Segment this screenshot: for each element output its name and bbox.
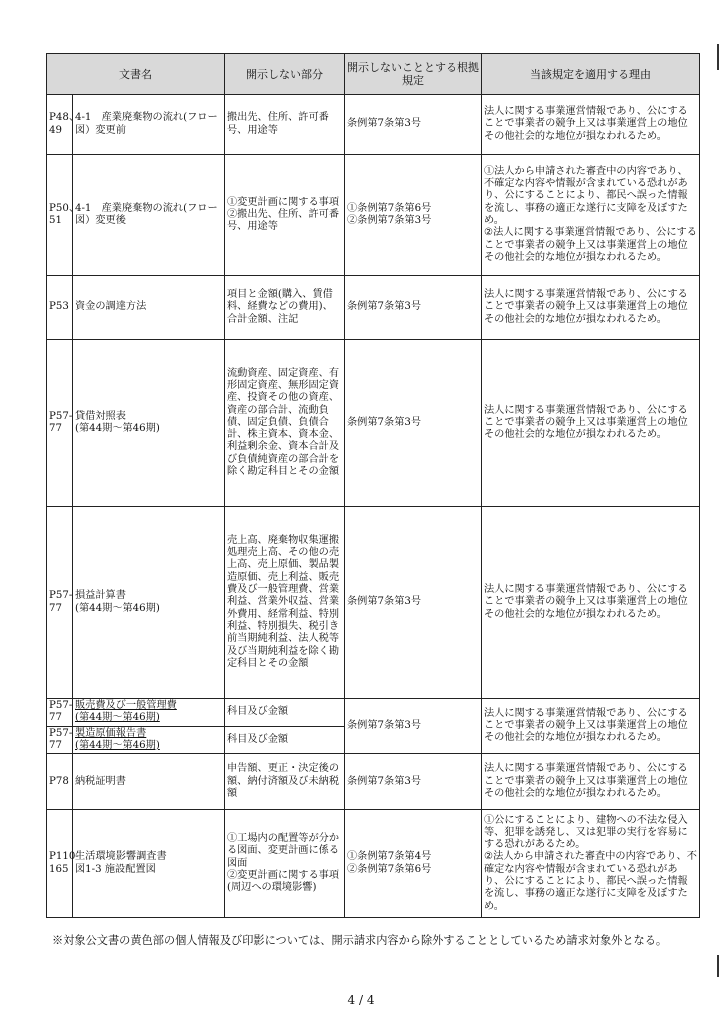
- page-cell: P53: [47, 276, 73, 340]
- table-row: [47, 276, 700, 340]
- scan-edge-mark: [717, 44, 719, 70]
- reason-cell: ①公にすることにより、建物への不法な侵入等、犯罪を誘発し、又は犯罪の実行を容易にする恐れがあるため。 ②法人から申請された審査中の内容であり、不確定な内容や情報が含まれている恐れがあり、公にすることにより、都民へ誤った情報を流し、事務の適正な遂行に支障を及ぼすため。: [482, 810, 700, 918]
- page-number: 4 / 4: [347, 993, 375, 1007]
- page-cell: P110-165: [47, 810, 73, 918]
- reason-cell: 法人に関する事業運営情報であり、公にすることで事業者の競争上又は事業運営上の地位その他社会的な地位が損なわれるため。: [482, 699, 700, 754]
- footnote: ※対象公文書の黄色部の個人情報及び印影については、開示請求内容から除外することとしているため請求対象外となる。: [52, 934, 668, 947]
- title-cell: 損益計算書 (第44期～第46期): [73, 507, 225, 699]
- table-row: [47, 507, 700, 699]
- title-cell: 納税証明書: [73, 754, 225, 810]
- reason-cell: 法人に関する事業運営情報であり、公にすることで事業者の競争上又は事業運営上の地位その他社会的な地位が損なわれるため。: [482, 754, 700, 810]
- title-cell: 生活環境影響調査書 図1-3 施設配置図: [73, 810, 225, 918]
- reason-cell: 法人に関する事業運営情報であり、公にすることで事業者の競争上又は事業運営上の地位その他社会的な地位が損なわれるため。: [482, 95, 700, 155]
- reason-cell: 法人に関する事業運営情報であり、公にすることで事業者の競争上又は事業運営上の地位その他社会的な地位が損なわれるため。: [482, 340, 700, 507]
- table-row: [47, 340, 700, 507]
- part-cell: 搬出先、住所、許可番号、用途等: [225, 95, 345, 155]
- part-cell: 売上高、廃棄物収集運搬処理売上高、その他の売上高、売上原価、製品製造原価、売上利益、販売費及び一般管理費、営業利益、営業外収益、営業外費用、経常利益、特別利益、特別損失、税引き前当期純利益、法人税等及び当期純利益を除く勘定科目とその金額: [225, 507, 345, 699]
- reason-cell: 法人に関する事業運営情報であり、公にすることで事業者の競争上又は事業運営上の地位その他社会的な地位が損なわれるため。: [482, 507, 700, 699]
- part-cell: ①工場内の配置等が分かる図面、変更計画に係る図面 ②変更計画に関する事項(周辺への環境影響): [225, 810, 345, 918]
- reason-cell: ①法人から申請された審査中の内容であり、不確定な内容や情報が含まれている恐れがあり、公にすることにより、都民へ誤った情報を流し、事務の適正な遂行に支障を及ぼすため。 ②法人に関する事業運営情報であり、公にすることで事業者の競争上又は事業運営上の地位その他社会的な地位が損なわれるため。: [482, 155, 700, 276]
- title-cell: 4-1 産業廃棄物の流れ(フロー図）変更後: [73, 155, 225, 276]
- page-cell: P50、51: [47, 155, 73, 276]
- table-row: [47, 95, 700, 155]
- header-basis: 開示しないこととする根拠規定: [345, 54, 482, 95]
- part-cell: ①変更計画に関する事項 ②搬出先、住所、許可番号、用途等: [225, 155, 345, 276]
- basis-cell: ①条例第7条第6号 ②条例第7条第3号: [345, 155, 482, 276]
- basis-cell: 条例第7条第3号: [345, 276, 482, 340]
- title-cell: 販売費及び一般管理費 (第44期～第46期): [73, 699, 225, 727]
- title-cell: 資金の調達方法: [73, 276, 225, 340]
- table-row: [47, 810, 700, 918]
- basis-cell: 条例第7条第3号: [345, 340, 482, 507]
- header-document-name: 文書名: [47, 54, 225, 95]
- part-cell: 科目及び金額: [225, 699, 345, 727]
- disclosure-table: [46, 53, 700, 918]
- page-cell: P57-77: [47, 699, 73, 727]
- basis-cell: 条例第7条第3号: [345, 754, 482, 810]
- part-cell: 流動資産、固定資産、有形固定資産、無形固定資産、投資その他の資産、資産の部合計、流動負債、固定負債、負債合計、株主資本、資本金、利益剰余金、資本合計及び負債純資産の部合計を除く勘定科目とその金額: [225, 340, 345, 507]
- basis-cell: 条例第7条第3号: [345, 699, 482, 754]
- header-reason: 当該規定を適用する理由: [482, 54, 700, 95]
- basis-cell: 条例第7条第3号: [345, 507, 482, 699]
- table-row: [47, 754, 700, 810]
- title-cell: 製造原価報告書 (第44期～第46期): [73, 726, 225, 754]
- basis-cell: 条例第7条第3号: [345, 95, 482, 155]
- table-row: [47, 699, 700, 727]
- header-undisclosed-part: 開示しない部分: [225, 54, 345, 95]
- page-cell: P78: [47, 754, 73, 810]
- reason-cell: 法人に関する事業運営情報であり、公にすることで事業者の競争上又は事業運営上の地位その他社会的な地位が損なわれるため。: [482, 276, 700, 340]
- page-cell: P48、49: [47, 95, 73, 155]
- part-cell: 項目と金額(購入、賃借料、経費などの費用)、合計金額、注記: [225, 276, 345, 340]
- table-row: [47, 155, 700, 276]
- title-cell: 貸借対照表 (第44期～第46期): [73, 340, 225, 507]
- part-cell: 申告額、更正・決定後の額、納付済額及び未納税額: [225, 754, 345, 810]
- basis-cell: ①条例第7条第4号 ②条例第7条第6号: [345, 810, 482, 918]
- scan-edge-mark: [717, 955, 719, 977]
- part-cell: 科目及び金額: [225, 726, 345, 754]
- page-cell: P57-77: [47, 507, 73, 699]
- page-cell: P57-77: [47, 340, 73, 507]
- page-cell: P57-77: [47, 726, 73, 754]
- title-cell: 4-1 産業廃棄物の流れ(フロー図）変更前: [73, 95, 225, 155]
- table-header-row: [47, 54, 700, 95]
